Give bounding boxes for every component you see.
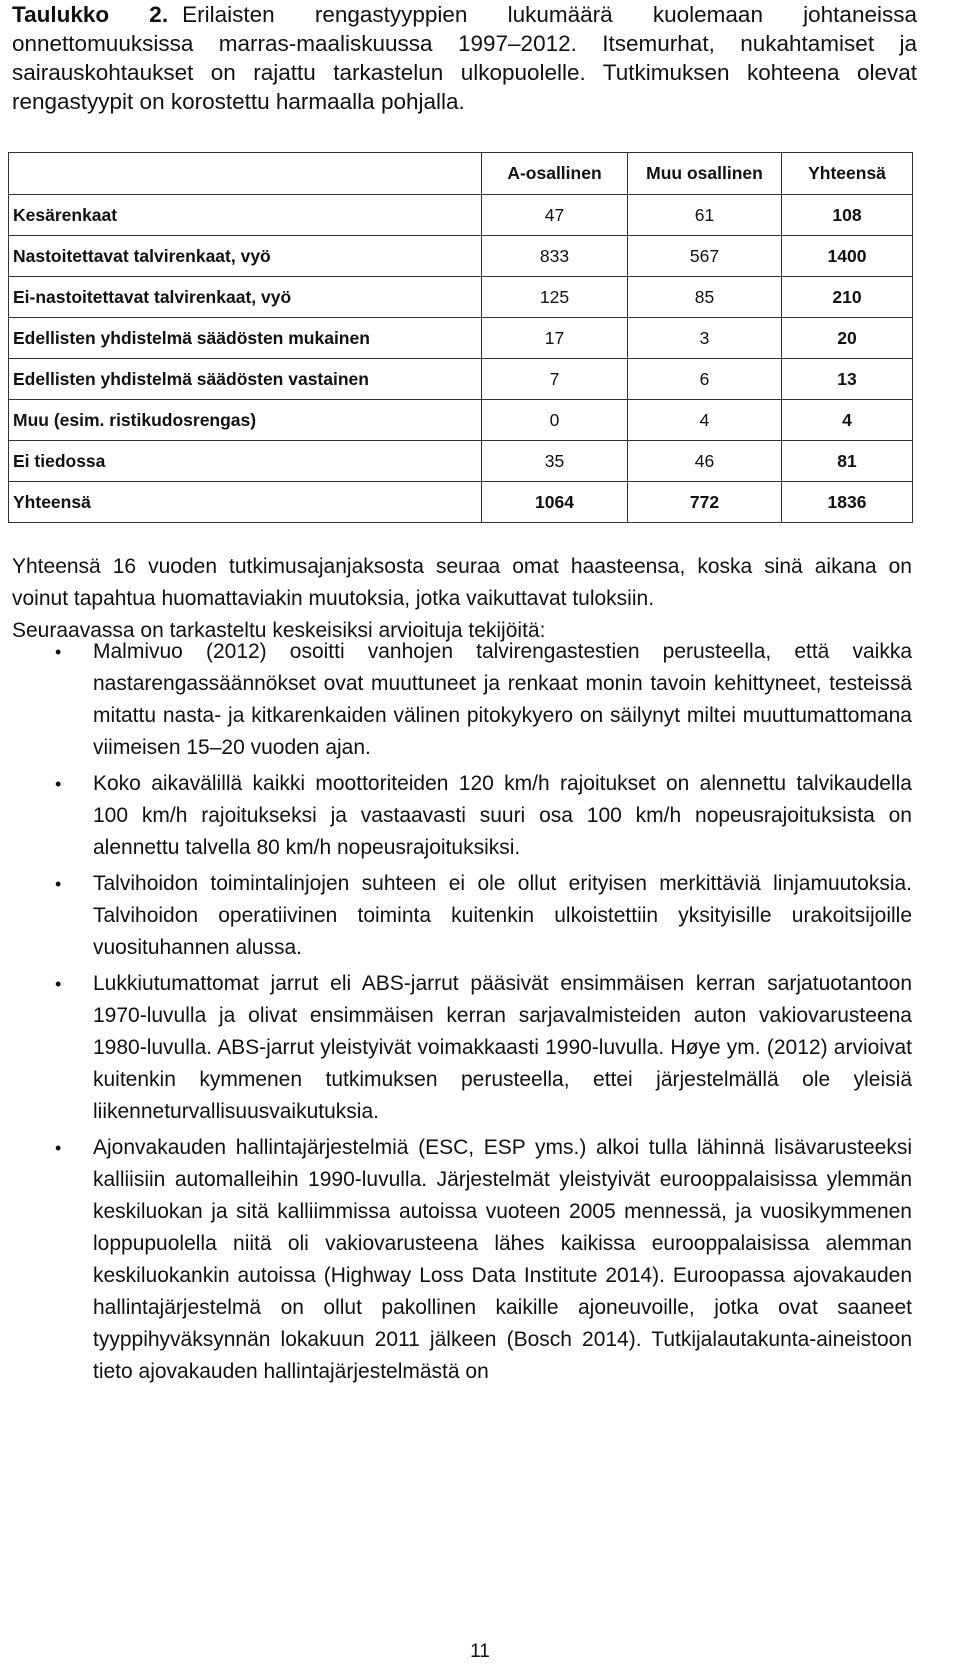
table-row <box>9 318 913 359</box>
table-row <box>9 359 913 400</box>
tire-type-table <box>8 152 913 523</box>
cell-muu-osallinen: 6 <box>628 359 782 400</box>
table-row <box>9 195 913 236</box>
list-item <box>12 968 912 1128</box>
table-row <box>9 441 913 482</box>
cell-yhteensa: 210 <box>782 277 913 318</box>
table-row <box>9 400 913 441</box>
cell-a-osallinen: 0 <box>482 400 628 441</box>
table-row <box>9 277 913 318</box>
cell-a-osallinen: 7 <box>482 359 628 400</box>
header-a-osallinen: A-osallinen <box>482 153 628 195</box>
row-label: Yhteensä <box>9 482 482 523</box>
cell-yhteensa: 108 <box>782 195 913 236</box>
bullet-icon: • <box>55 974 62 994</box>
list-item-text: Koko aikavälillä kaikki moottoriteiden 120 km/h rajoitukset on alennettu talvikaudella 100 km/h rajoitukseksi ja vastaavasti suuri osa 100 km/h nopeusrajoituksista on alennettu talvella 80 km/h nopeusrajoituksiksi. <box>93 772 912 859</box>
list-item <box>12 768 912 864</box>
cell-muu-osallinen: 61 <box>628 195 782 236</box>
bullet-icon: • <box>55 1138 62 1158</box>
list-item-text: Lukkiutumattomat jarrut eli ABS-jarrut pääsivät ensimmäisen kerran sarjatuotantoon 1970-luvulla ja olivat ensimmäisen kerran sarjavalmisteiden auton vakiovarusteena 1980-luvulla. ABS-jarrut yleistyivät voimakkaasti 1990-luvulla. Høye ym. (2012) arvioivat kuitenkin kymmenen tutkimuksen perusteella, ettei järjestelmällä ole yleisiä liikenneturvallisuusvaikutuksia. <box>93 972 912 1123</box>
table-row <box>9 236 913 277</box>
cell-yhteensa: 81 <box>782 441 913 482</box>
caption-text: Erilaisten rengastyyppien lukumäärä kuolemaan johtaneissa onnettomuuksissa marras-maaliskuussa 1997–2012. Itsemurhat, nukahtamiset ja sairauskohtaukset on rajattu tarkastelun ulkopuolelle. Tutkimuksen kohteena olevat rengastyypit on korostettu harmaalla pohjalla. <box>12 2 917 114</box>
cell-a-osallinen: 1064 <box>482 482 628 523</box>
cell-muu-osallinen: 772 <box>628 482 782 523</box>
list-item <box>12 868 912 964</box>
bullet-icon: • <box>55 874 62 894</box>
paragraph: Yhteensä 16 vuoden tutkimusajanjaksosta seuraa omat haasteensa, koska sinä aikana on voinut tapahtua huomattaviakin muutoksia, jotka vaikuttavat tuloksiin. <box>12 555 912 610</box>
row-label: Edellisten yhdistelmä säädösten vastainen <box>9 359 482 400</box>
cell-a-osallinen: 833 <box>482 236 628 277</box>
row-label: Ei tiedossa <box>9 441 482 482</box>
cell-a-osallinen: 17 <box>482 318 628 359</box>
table-caption <box>12 0 917 116</box>
factor-bullet-list <box>12 636 912 1392</box>
row-label: Edellisten yhdistelmä säädösten mukainen <box>9 318 482 359</box>
list-item <box>12 1132 912 1388</box>
body-text <box>12 551 912 647</box>
cell-yhteensa: 1400 <box>782 236 913 277</box>
cell-muu-osallinen: 46 <box>628 441 782 482</box>
cell-a-osallinen: 35 <box>482 441 628 482</box>
table-total-row <box>9 482 913 523</box>
bullet-icon: • <box>55 774 62 794</box>
row-label: Muu (esim. ristikudosrengas) <box>9 400 482 441</box>
table-header-row <box>9 153 913 195</box>
list-item-text: Malmivuo (2012) osoitti vanhojen talvirengastestien perusteella, että vaikka nastarengassäännökset ovat muuttuneet ja renkaat monin tavoin kehittyneet, testeissä mitattu nasta- ja kitkarenkaiden välinen pitokykyero on säilynyt miltei muuttumattomana viimeisen 15–20 vuoden ajan. <box>93 640 912 759</box>
cell-muu-osallinen: 3 <box>628 318 782 359</box>
cell-a-osallinen: 125 <box>482 277 628 318</box>
cell-muu-osallinen: 85 <box>628 277 782 318</box>
list-item-text: Talvihoidon toimintalinjojen suhteen ei ole ollut erityisen merkittäviä linjamuutoksia. Talvihoidon operatiivinen toiminta kuitenkin ulkoistettiin yksityisille urakoitsijoille vuosituhannen alussa. <box>93 872 912 959</box>
caption-label: Taulukko 2. <box>12 2 169 27</box>
cell-muu-osallinen: 567 <box>628 236 782 277</box>
row-label: Ei-nastoitettavat talvirenkaat, vyö <box>9 277 482 318</box>
paragraph: Seuraavassa on tarkasteltu keskeisiksi arvioituja tekijöitä: <box>12 619 546 642</box>
header-empty <box>9 153 482 195</box>
list-item-text: Ajonvakauden hallintajärjestelmiä (ESC, ESP yms.) alkoi tulla lähinnä lisävarusteeksi kalliisiin automalleihin 1990-luvulla. Järjestelmät yleistyivät eurooppalaisissa ylemmän keskiluokan ja sitä kalliimmissa autoissa vuoteen 2005 mennessä, ja vuosikymmenen loppupuolella niitä oli vakiovarusteena lähes kaikissa eurooppalaisissa alemman keskiluokankin autoissa (Highway Loss Data Institute 2014). Euroopassa ajovakauden hallintajärjestelmä on ollut pakollinen kaikille ajoneuvoille, jotka ovat saaneet tyyppihyväksynnän lokakuun 2011 jälkeen (Bosch 2014). Tutkijalautakunta-aineistoon tieto ajovakauden hallintajärjestelmästä on <box>93 1136 912 1383</box>
list-item <box>12 636 912 764</box>
cell-a-osallinen: 47 <box>482 195 628 236</box>
header-muu-osallinen: Muu osallinen <box>628 153 782 195</box>
cell-yhteensa: 4 <box>782 400 913 441</box>
cell-yhteensa: 20 <box>782 318 913 359</box>
bullet-icon: • <box>55 642 62 662</box>
header-yhteensa: Yhteensä <box>782 153 913 195</box>
cell-yhteensa: 1836 <box>782 482 913 523</box>
cell-yhteensa: 13 <box>782 359 913 400</box>
row-label: Nastoitettavat talvirenkaat, vyö <box>9 236 482 277</box>
cell-muu-osallinen: 4 <box>628 400 782 441</box>
row-label: Kesärenkaat <box>9 195 482 236</box>
page-number: 11 <box>470 1641 490 1662</box>
